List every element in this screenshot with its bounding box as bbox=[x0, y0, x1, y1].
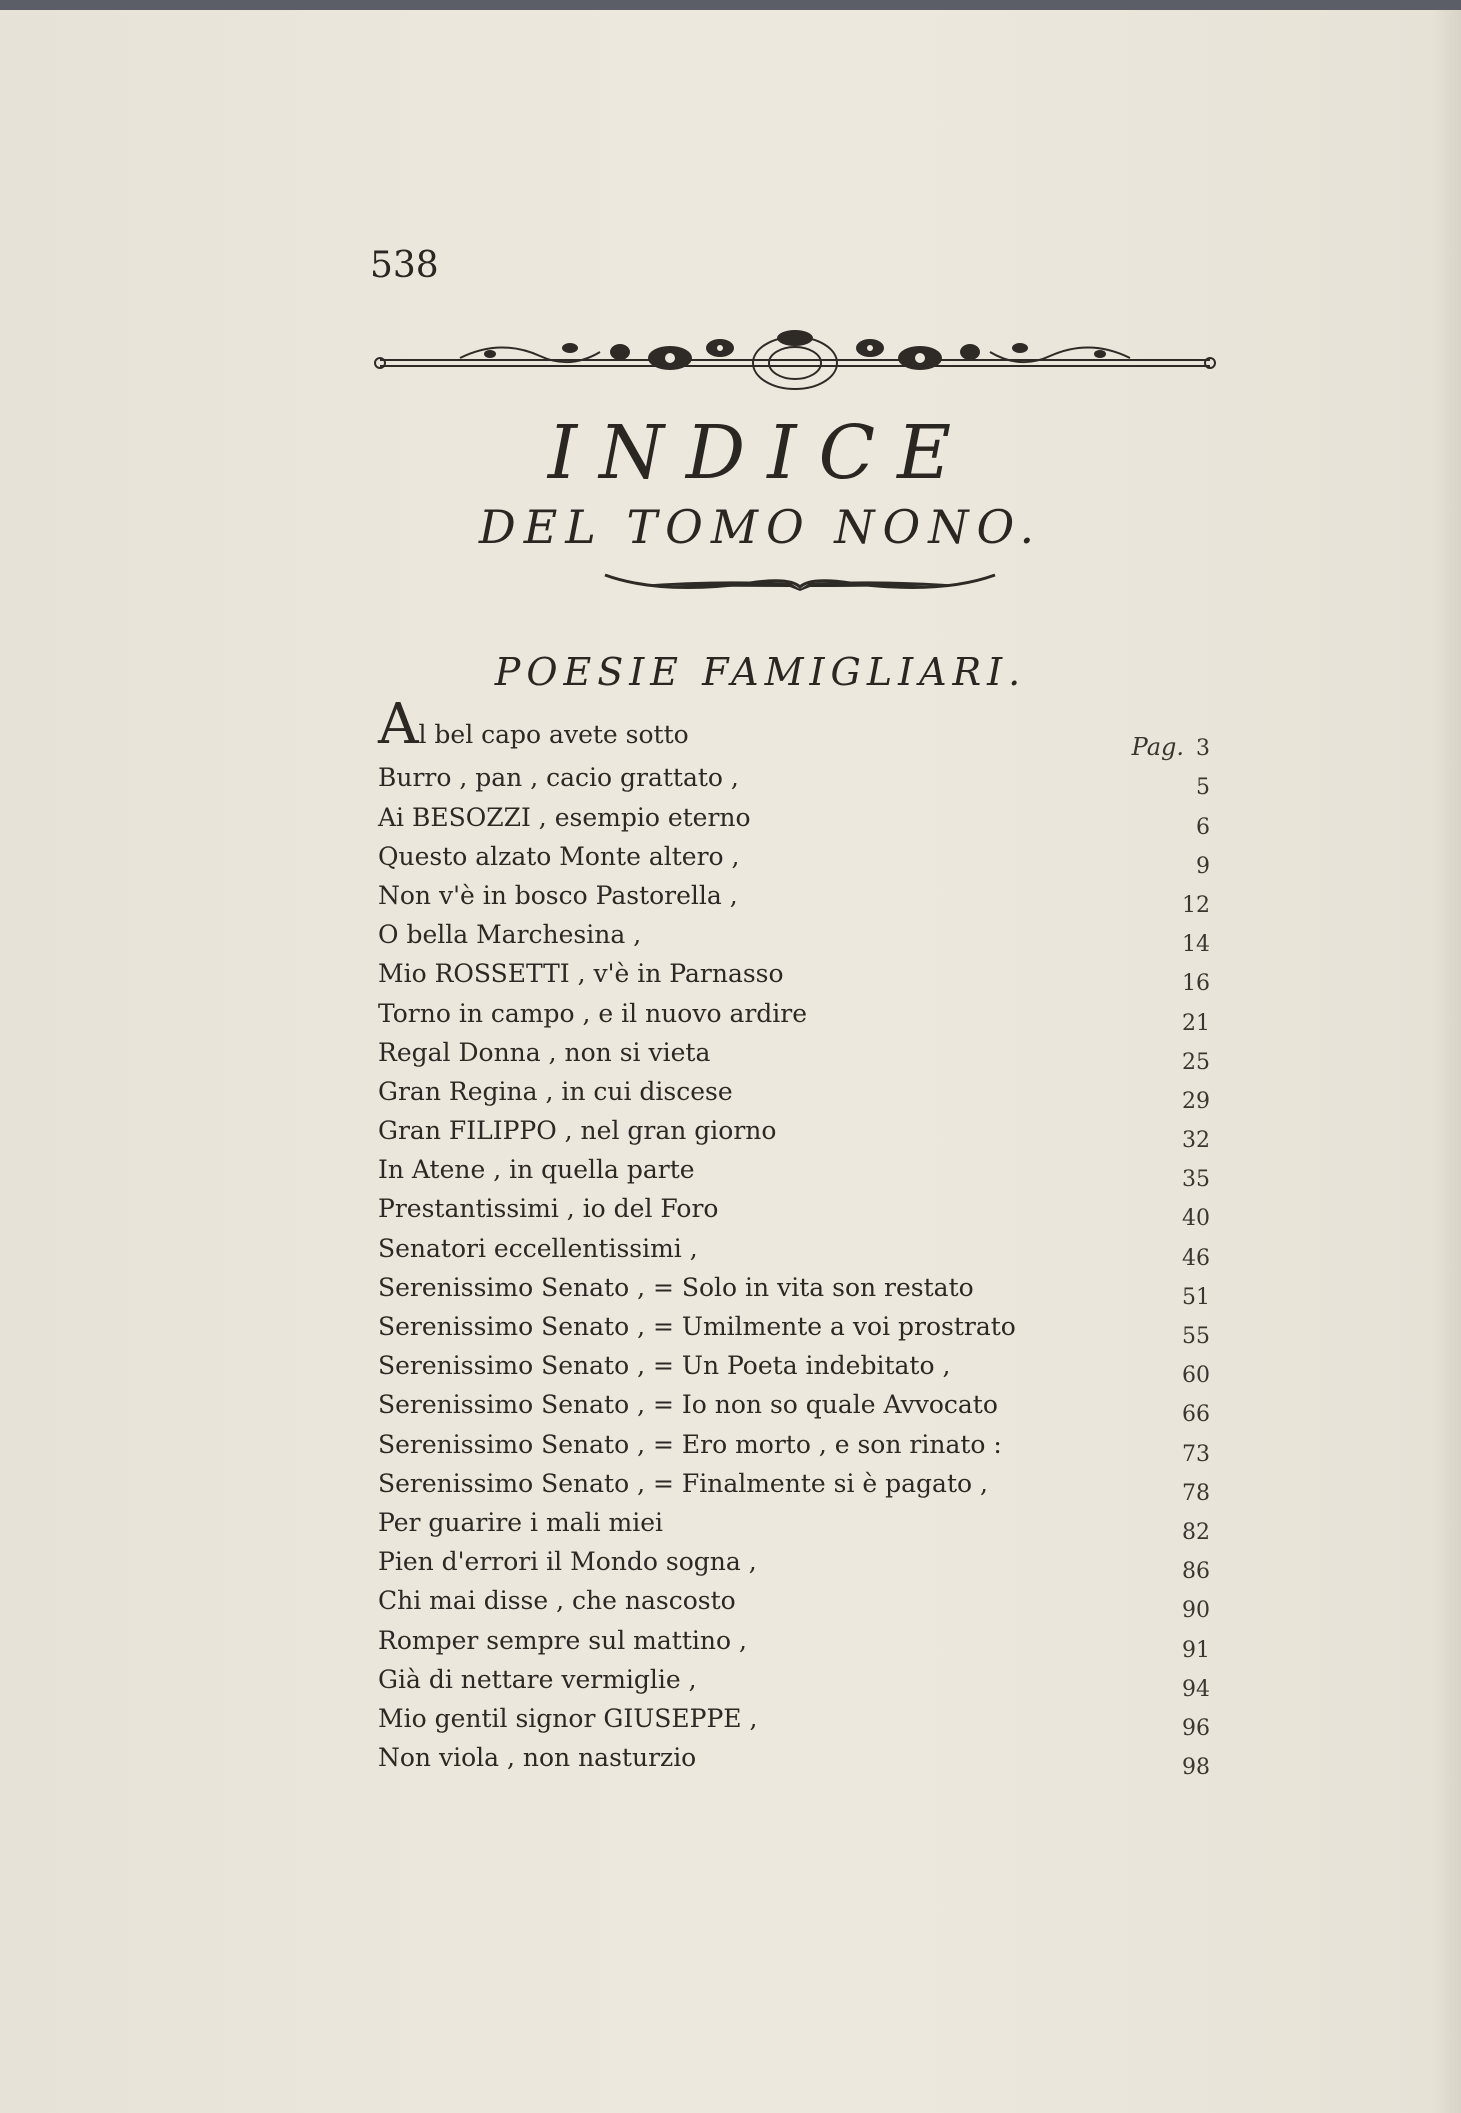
page-ref: 3 bbox=[1196, 736, 1210, 762]
entry-page-number bbox=[1182, 1638, 1210, 1663]
index-entry bbox=[378, 838, 1210, 877]
index-entry bbox=[378, 1543, 1210, 1585]
entry-first-line: O bella Marchesina , bbox=[378, 920, 642, 950]
index-entry bbox=[378, 1308, 1210, 1347]
page-ref: 91 bbox=[1182, 1637, 1210, 1663]
entry-page-number bbox=[1132, 733, 1210, 761]
entry-page-number bbox=[1196, 775, 1210, 800]
entry-first-line: Ai BESOZZI , esempio eterno bbox=[378, 802, 751, 832]
page-ref: 32 bbox=[1182, 1128, 1210, 1154]
index-entry bbox=[378, 1661, 1210, 1700]
index-entry bbox=[378, 1151, 1210, 1193]
entry-page-number bbox=[1182, 1755, 1210, 1780]
page-ref: 73 bbox=[1182, 1441, 1210, 1467]
index-entry bbox=[378, 1386, 1210, 1428]
entry-first-line: Prestantissimi , io del Foro bbox=[378, 1194, 719, 1224]
entry-page-number bbox=[1196, 854, 1210, 879]
drop-capital: A bbox=[378, 692, 419, 758]
entry-page-number bbox=[1182, 1128, 1210, 1153]
entry-first-line: Serenissimo Senato , = Finalmente si è pagato , bbox=[378, 1468, 988, 1498]
index-entry bbox=[378, 994, 1210, 1036]
index-entry bbox=[378, 1073, 1210, 1112]
top-edge-strip bbox=[0, 0, 1461, 10]
floral-ornament-headpiece bbox=[370, 318, 1220, 398]
entry-first-line: Al bel capo avete sotto bbox=[378, 692, 689, 758]
page-ref: 6 bbox=[1196, 814, 1210, 840]
entry-first-line: Serenissimo Senato , = Ero morto , e son rinato : bbox=[378, 1429, 1002, 1459]
section-heading: POESIE FAMIGLIARI. bbox=[494, 650, 1027, 694]
index-entry bbox=[378, 1700, 1210, 1739]
entry-page-number bbox=[1182, 971, 1210, 996]
pag-label: Pag. bbox=[1131, 733, 1184, 762]
index-entry bbox=[378, 1034, 1210, 1073]
entry-first-line: Senatori eccellentissimi , bbox=[378, 1233, 698, 1263]
index-subtitle: DEL TOMO NONO. bbox=[478, 500, 1043, 554]
entry-page-number bbox=[1182, 1285, 1210, 1310]
index-entry bbox=[378, 1190, 1210, 1232]
entry-first-line: Già di nettare vermiglie , bbox=[378, 1664, 697, 1694]
index-entry bbox=[378, 877, 1210, 916]
entry-first-line: Regal Donna , non si vieta bbox=[378, 1037, 711, 1067]
page-ref: 29 bbox=[1182, 1088, 1210, 1114]
index-entry bbox=[378, 1425, 1210, 1467]
index-entry bbox=[378, 916, 1210, 958]
entry-first-line: Non viola , non nasturzio bbox=[378, 1743, 697, 1773]
index-entry bbox=[378, 1347, 1210, 1389]
index-entry bbox=[378, 1504, 1210, 1543]
entry-page-number bbox=[1182, 1167, 1210, 1192]
entry-first-line: Mio gentil signor GIUSEPPE , bbox=[378, 1703, 758, 1733]
entry-first-line: Gran Regina , in cui discese bbox=[378, 1076, 733, 1106]
entry-first-line: Chi mai disse , che nascosto bbox=[378, 1586, 736, 1616]
page-edge-shadow bbox=[1431, 10, 1461, 2113]
entry-first-line: Serenissimo Senato , = Io non so quale Avvocato bbox=[378, 1390, 998, 1420]
entry-page-number bbox=[1182, 1363, 1210, 1388]
page-ref: 98 bbox=[1182, 1755, 1210, 1781]
entry-first-line: Gran FILIPPO , nel gran giorno bbox=[378, 1116, 777, 1146]
page-ref: 46 bbox=[1182, 1245, 1210, 1271]
entry-first-line: Mio ROSSETTI , v'è in Parnasso bbox=[378, 959, 784, 989]
index-entry bbox=[378, 955, 1210, 997]
index-entry bbox=[378, 1112, 1210, 1154]
entry-first-line: Questo alzato Monte altero , bbox=[378, 841, 740, 871]
entry-page-number bbox=[1196, 815, 1210, 840]
entry-page-number bbox=[1182, 1246, 1210, 1271]
page-ref: 96 bbox=[1182, 1715, 1210, 1741]
page-ref: 9 bbox=[1196, 853, 1210, 879]
entry-page-number bbox=[1182, 1402, 1210, 1427]
page-ref: 86 bbox=[1182, 1559, 1210, 1585]
entry-first-line: Per guarire i mali miei bbox=[378, 1507, 664, 1537]
entry-page-number bbox=[1182, 1206, 1210, 1231]
entry-first-line: Serenissimo Senato , = Un Poeta indebitato , bbox=[378, 1351, 951, 1381]
page-ref: 40 bbox=[1182, 1206, 1210, 1232]
entry-first-line: Serenissimo Senato , = Solo in vita son restato bbox=[378, 1272, 974, 1302]
entry-first-line: In Atene , in quella parte bbox=[378, 1155, 695, 1185]
page-ref: 21 bbox=[1182, 1010, 1210, 1036]
page-ref: 51 bbox=[1182, 1284, 1210, 1310]
page-ref: 35 bbox=[1182, 1167, 1210, 1193]
page-ref: 5 bbox=[1196, 775, 1210, 801]
page-ref: 55 bbox=[1182, 1324, 1210, 1349]
index-entry bbox=[378, 692, 1210, 762]
index-entry bbox=[378, 1229, 1210, 1271]
entry-page-number bbox=[1182, 1481, 1210, 1506]
entry-page-number bbox=[1182, 1598, 1210, 1623]
index-entry bbox=[378, 1269, 1210, 1308]
entry-page-number bbox=[1182, 1089, 1210, 1114]
entry-page-number bbox=[1182, 932, 1210, 957]
entry-first-line: Torno in campo , e il nuovo ardire bbox=[378, 998, 808, 1028]
entry-first-line: Burro , pan , cacio grattato , bbox=[378, 763, 739, 793]
decorative-swash bbox=[600, 565, 1000, 600]
entry-page-number bbox=[1182, 1050, 1210, 1075]
page-ref: 14 bbox=[1182, 932, 1210, 958]
index-title: INDICE bbox=[547, 410, 974, 496]
page-ref: 78 bbox=[1182, 1480, 1210, 1506]
index-entry bbox=[378, 1582, 1210, 1624]
entry-first-line: Non v'è in bosco Pastorella , bbox=[378, 880, 738, 910]
index-entry bbox=[378, 1739, 1210, 1781]
index-entry bbox=[378, 1465, 1210, 1504]
page-ref: 90 bbox=[1182, 1598, 1210, 1624]
page-ref: 16 bbox=[1182, 971, 1210, 997]
entry-page-number bbox=[1182, 1011, 1210, 1036]
entry-page-number bbox=[1182, 1324, 1210, 1349]
page-ref: 66 bbox=[1182, 1402, 1210, 1428]
index-entry bbox=[378, 759, 1210, 801]
entry-page-number bbox=[1182, 1677, 1210, 1702]
entry-first-line: Pien d'errori il Mondo sogna , bbox=[378, 1547, 757, 1577]
entry-page-number bbox=[1182, 1442, 1210, 1467]
entry-page-number bbox=[1182, 1716, 1210, 1741]
page-ref: 82 bbox=[1182, 1519, 1210, 1545]
index-entry bbox=[378, 1621, 1210, 1663]
page-ref: 94 bbox=[1182, 1676, 1210, 1702]
entry-first-line: Serenissimo Senato , = Umilmente a voi prostrato bbox=[378, 1312, 1016, 1341]
entry-page-number bbox=[1182, 893, 1210, 918]
entry-page-number bbox=[1182, 1520, 1210, 1545]
page-ref: 25 bbox=[1182, 1049, 1210, 1075]
index-entries bbox=[378, 692, 1210, 1781]
entry-first-line: Romper sempre sul mattino , bbox=[378, 1625, 747, 1655]
page-ref: 60 bbox=[1182, 1363, 1210, 1389]
page-number: 538 bbox=[370, 245, 439, 286]
page-ref: 12 bbox=[1182, 892, 1210, 918]
entry-page-number bbox=[1182, 1559, 1210, 1584]
index-entry bbox=[378, 798, 1210, 840]
